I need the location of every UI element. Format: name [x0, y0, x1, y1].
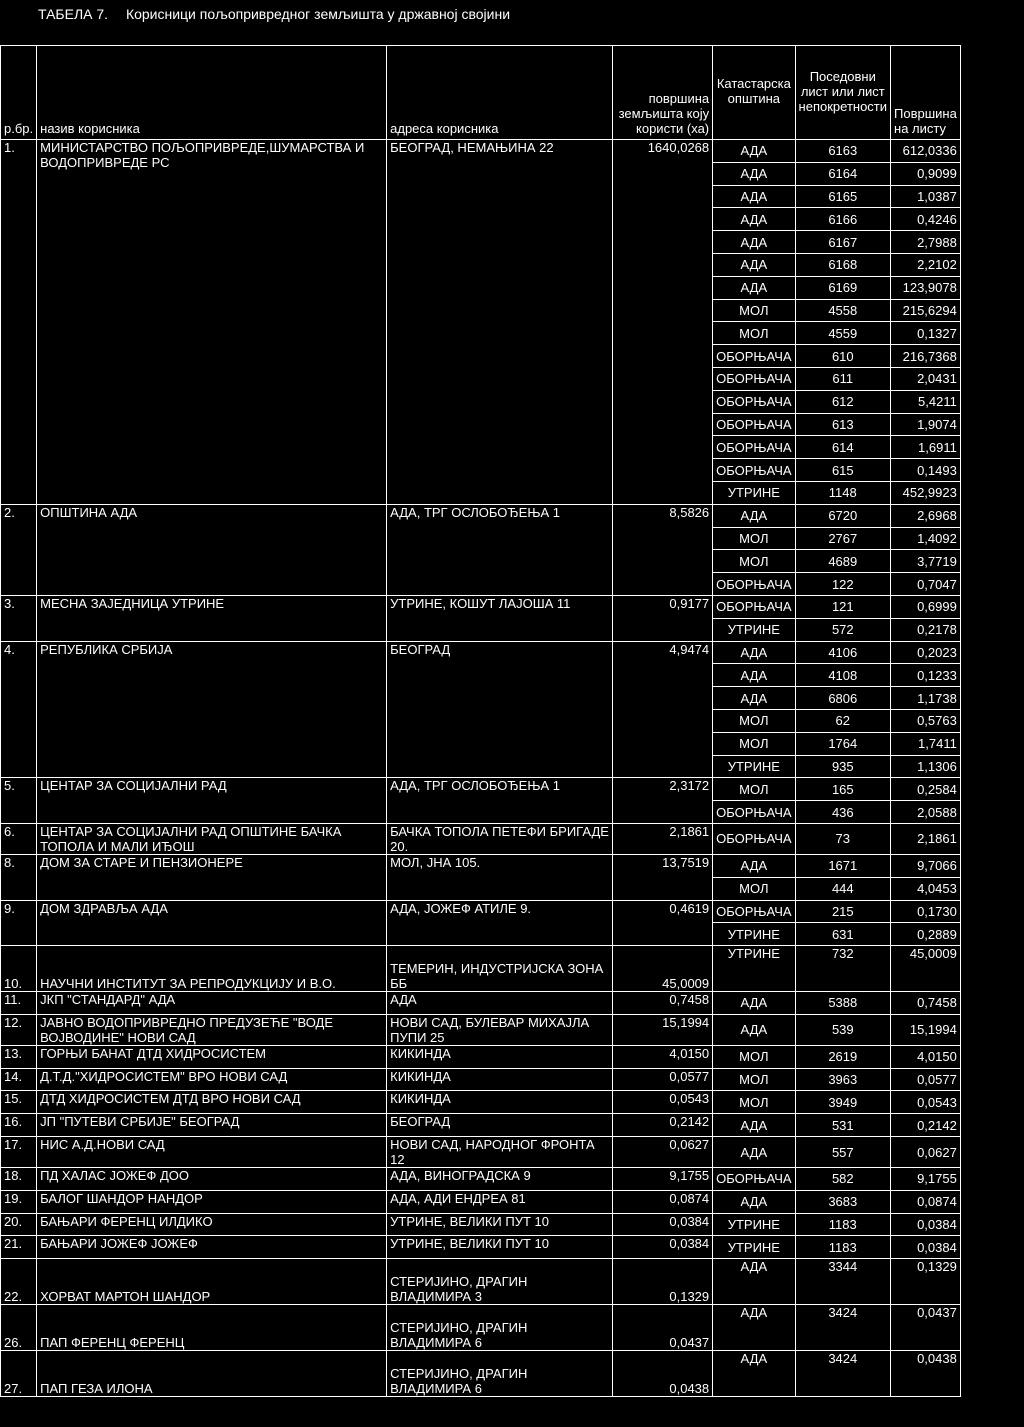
total-area: 2,3172 [613, 778, 713, 824]
parcel-area: 0,0384 [891, 1213, 961, 1236]
parcel-number: 1148 [795, 481, 890, 504]
table-row [1, 1137, 961, 1168]
parcel-area: 3,7719 [891, 550, 961, 573]
parcel-area: 0,0874 [891, 1190, 961, 1213]
municipality: МОЛ [713, 1045, 795, 1068]
parcel-area: 0,0384 [891, 1236, 961, 1259]
parcel-number: 557 [795, 1137, 890, 1168]
parcel-number: 6167 [795, 231, 890, 254]
municipality: МОЛ [713, 877, 795, 900]
parcel-area: 452,9923 [891, 481, 961, 504]
total-area: 0,0437 [613, 1305, 713, 1351]
row-number: 12. [1, 1014, 37, 1045]
parcel-area: 0,9099 [891, 162, 961, 185]
user-address: УТРИНЕ, ВЕЛИКИ ПУТ 10 [387, 1236, 613, 1259]
municipality: АДА [713, 1351, 795, 1397]
municipality: АДА [713, 641, 795, 664]
parcel-number: 615 [795, 459, 890, 482]
parcel-area: 2,1861 [891, 823, 961, 854]
municipality: ОБОРЊАЧА [713, 823, 795, 854]
user-name: БАЊАРИ ФЕРЕНЦ ИЛДИКО [37, 1213, 387, 1236]
header-row [1, 46, 961, 140]
row-number: 17. [1, 1137, 37, 1168]
user-address: СТЕРИЈИНО, ДРАГИН ВЛАДИМИРА 6 [387, 1351, 613, 1397]
parcel-area: 4,0453 [891, 877, 961, 900]
table-row [1, 1213, 961, 1236]
municipality: АДА [713, 162, 795, 185]
municipality: УТРИНЕ [713, 755, 795, 778]
user-name: ПАП ГЕЗА ИЛОНА [37, 1351, 387, 1397]
total-area: 9,1755 [613, 1168, 713, 1191]
parcel-area: 0,1233 [891, 664, 961, 687]
row-number: 20. [1, 1213, 37, 1236]
municipality: ОБОРЊАЧА [713, 595, 795, 618]
municipality: УТРИНЕ [713, 946, 795, 992]
parcel-area: 4,0150 [891, 1045, 961, 1068]
row-number: 5. [1, 778, 37, 824]
parcel-area: 0,2889 [891, 923, 961, 946]
parcel-number: 935 [795, 755, 890, 778]
municipality: МОЛ [713, 778, 795, 801]
municipality: АДА [713, 1137, 795, 1168]
parcel-number: 611 [795, 367, 890, 390]
total-area: 0,4619 [613, 900, 713, 946]
parcel-number: 215 [795, 900, 890, 923]
parcel-area: 0,7458 [891, 992, 961, 1015]
table-row [1, 946, 961, 992]
user-name: ГОРЊИ БАНАТ ДТД ХИДРОСИСТЕМ [37, 1045, 387, 1068]
parcel-area: 0,1327 [891, 322, 961, 345]
total-area: 4,0150 [613, 1045, 713, 1068]
users-table [0, 45, 961, 1397]
municipality: ОБОРЊАЧА [713, 900, 795, 923]
parcel-area: 15,1994 [891, 1014, 961, 1045]
municipality: ОБОРЊАЧА [713, 436, 795, 459]
row-number: 15. [1, 1091, 37, 1114]
municipality: АДА [713, 1305, 795, 1351]
table-row [1, 1045, 961, 1068]
parcel-area: 9,1755 [891, 1168, 961, 1191]
municipality: АДА [713, 664, 795, 687]
row-number: 18. [1, 1168, 37, 1191]
table-row [1, 778, 961, 801]
user-name: ДТД ХИДРОСИСТЕМ ДТД ВРО НОВИ САД [37, 1091, 387, 1114]
parcel-number: 539 [795, 1014, 890, 1045]
municipality: ОБОРЊАЧА [713, 1168, 795, 1191]
municipality: УТРИНЕ [713, 923, 795, 946]
total-area: 0,1329 [613, 1259, 713, 1305]
user-name: МИНИСТАРСТВО ПОЉОПРИВРЕДЕ,ШУМАРСТВА И ВОДОПРИВРЕДЕ РС [37, 140, 387, 505]
municipality: МОЛ [713, 709, 795, 732]
parcel-area: 612,0336 [891, 140, 961, 163]
parcel-number: 165 [795, 778, 890, 801]
row-number: 3. [1, 595, 37, 641]
table-row [1, 992, 961, 1015]
user-name: РЕПУБЛИКА СРБИЈА [37, 641, 387, 778]
parcel-number: 3963 [795, 1068, 890, 1091]
parcel-number: 6720 [795, 504, 890, 527]
row-number: 11. [1, 992, 37, 1015]
row-number: 9. [1, 900, 37, 946]
parcel-number: 4108 [795, 664, 890, 687]
user-address: АДА, ТРГ ОСЛОБОЂЕЊА 1 [387, 778, 613, 824]
row-number: 8. [1, 854, 37, 900]
parcel-area: 1,1738 [891, 687, 961, 710]
parcel-area: 0,6999 [891, 595, 961, 618]
row-number: 27. [1, 1351, 37, 1397]
table-row [1, 1091, 961, 1114]
parcel-area: 1,0387 [891, 185, 961, 208]
total-area: 0,0627 [613, 1137, 713, 1168]
row-number: 13. [1, 1045, 37, 1068]
municipality: ОБОРЊАЧА [713, 367, 795, 390]
parcel-number: 612 [795, 390, 890, 413]
user-address: НОВИ САД, НАРОДНОГ ФРОНТА 12 [387, 1137, 613, 1168]
parcel-area: 2,0588 [891, 801, 961, 824]
parcel-number: 6165 [795, 185, 890, 208]
parcel-area: 0,7047 [891, 573, 961, 596]
parcel-number: 1183 [795, 1236, 890, 1259]
municipality: АДА [713, 992, 795, 1015]
user-name: ЈКП "СТАНДАРД" АДА [37, 992, 387, 1015]
page-title [38, 6, 524, 22]
parcel-area: 1,9074 [891, 413, 961, 436]
parcel-number: 1183 [795, 1213, 890, 1236]
user-address: МОЛ, ЈНА 105. [387, 854, 613, 900]
municipality: АДА [713, 854, 795, 877]
user-address: НОВИ САД, БУЛЕВАР МИХАЈЛА ПУПИ 25 [387, 1014, 613, 1045]
municipality: ОБОРЊАЧА [713, 390, 795, 413]
user-address: АДА, АДИ ЕНДРЕА 81 [387, 1190, 613, 1213]
parcel-number: 436 [795, 801, 890, 824]
total-area: 4,9474 [613, 641, 713, 778]
municipality: УТРИНЕ [713, 1236, 795, 1259]
parcel-number: 2767 [795, 527, 890, 550]
parcel-area: 0,1493 [891, 459, 961, 482]
user-name: ОПШТИНА АДА [37, 504, 387, 595]
parcel-area: 0,1730 [891, 900, 961, 923]
table-row [1, 1305, 961, 1351]
header-address: адреса корисника [387, 46, 613, 140]
parcel-area: 2,6968 [891, 504, 961, 527]
user-address: БЕОГРАД, НЕМАЊИНА 22 [387, 140, 613, 505]
municipality: ОБОРЊАЧА [713, 459, 795, 482]
row-number: 10. [1, 946, 37, 992]
row-number: 26. [1, 1305, 37, 1351]
user-name: БАЊАРИ ЈОЖЕФ ЈОЖЕФ [37, 1236, 387, 1259]
table-label: ТАБЕЛА 7. [38, 6, 109, 22]
user-name: НИС А.Д.НОВИ САД [37, 1137, 387, 1168]
user-address: КИКИНДА [387, 1091, 613, 1114]
total-area: 0,0543 [613, 1091, 713, 1114]
parcel-area: 0,4246 [891, 208, 961, 231]
header-area: површина земљишта коју користи (ха) [613, 46, 713, 140]
parcel-area: 2,2102 [891, 253, 961, 276]
total-area: 0,7458 [613, 992, 713, 1015]
user-name: БАЛОГ ШАНДОР НАНДОР [37, 1190, 387, 1213]
municipality: МОЛ [713, 322, 795, 345]
parcel-number: 4558 [795, 299, 890, 322]
row-number: 4. [1, 641, 37, 778]
table-body [1, 140, 961, 1397]
user-address: АДА, ЈОЖЕФ АТИЛЕ 9. [387, 900, 613, 946]
table-row [1, 641, 961, 664]
parcel-number: 610 [795, 345, 890, 368]
total-area: 2,1861 [613, 823, 713, 854]
total-area: 1640,0268 [613, 140, 713, 505]
total-area: 0,0874 [613, 1190, 713, 1213]
header-parcel: Поседовни лист или лист непокретности [795, 46, 890, 140]
user-address: АДА, ВИНОГРАДСКА 9 [387, 1168, 613, 1191]
parcel-number: 5388 [795, 992, 890, 1015]
municipality: АДА [713, 140, 795, 163]
row-number: 21. [1, 1236, 37, 1259]
municipality: АДА [713, 504, 795, 527]
municipality: УТРИНЕ [713, 1213, 795, 1236]
total-area: 0,0384 [613, 1213, 713, 1236]
parcel-number: 614 [795, 436, 890, 459]
table-row [1, 900, 961, 923]
header-name: назив корисника [37, 46, 387, 140]
municipality: ОБОРЊАЧА [713, 801, 795, 824]
user-address: АДА [387, 992, 613, 1015]
total-area: 45,0009 [613, 946, 713, 992]
user-address: УТРИНЕ, ВЕЛИКИ ПУТ 10 [387, 1213, 613, 1236]
user-address: СТЕРИЈИНО, ДРАГИН ВЛАДИМИРА 6 [387, 1305, 613, 1351]
user-address: СТЕРИЈИНО, ДРАГИН ВЛАДИМИРА 3 [387, 1259, 613, 1305]
parcel-area: 0,2142 [891, 1114, 961, 1137]
user-name: ХОРВАТ МАРТОН ШАНДОР [37, 1259, 387, 1305]
parcel-number: 3949 [795, 1091, 890, 1114]
user-address: КИКИНДА [387, 1068, 613, 1091]
parcel-area: 1,6911 [891, 436, 961, 459]
parcel-area: 0,5763 [891, 709, 961, 732]
table-row [1, 504, 961, 527]
municipality: МОЛ [713, 299, 795, 322]
municipality: ОБОРЊАЧА [713, 345, 795, 368]
table-row [1, 1351, 961, 1397]
parcel-number: 6806 [795, 687, 890, 710]
parcel-area: 2,0431 [891, 367, 961, 390]
parcel-number: 121 [795, 595, 890, 618]
table-row [1, 1114, 961, 1137]
parcel-number: 3424 [795, 1351, 890, 1397]
total-area: 0,0384 [613, 1236, 713, 1259]
row-number: 6. [1, 823, 37, 854]
municipality: АДА [713, 253, 795, 276]
municipality: УТРИНЕ [713, 481, 795, 504]
user-address: БЕОГРАД [387, 641, 613, 778]
user-name: Д.Т.Д."ХИДРОСИСТЕМ" ВРО НОВИ САД [37, 1068, 387, 1091]
user-address: ТЕМЕРИН, ИНДУСТРИЈСКА ЗОНА ББ [387, 946, 613, 992]
table-title: Корисници пољопривредног земљишта у државној својини [125, 6, 511, 22]
parcel-number: 6163 [795, 140, 890, 163]
row-number: 1. [1, 140, 37, 505]
parcel-number: 631 [795, 923, 890, 946]
parcel-area: 2,7988 [891, 231, 961, 254]
parcel-area: 0,0627 [891, 1137, 961, 1168]
parcel-number: 6166 [795, 208, 890, 231]
row-number: 2. [1, 504, 37, 595]
parcel-number: 122 [795, 573, 890, 596]
municipality: АДА [713, 1014, 795, 1045]
parcel-area: 123,9078 [891, 276, 961, 299]
user-name: ЦЕНТАР ЗА СОЦИЈАЛНИ РАД ОПШТИНЕ БАЧКА ТОПОЛА И МАЛИ ИЂОШ [37, 823, 387, 854]
total-area: 0,0438 [613, 1351, 713, 1397]
parcel-area: 0,1329 [891, 1259, 961, 1305]
parcel-number: 2619 [795, 1045, 890, 1068]
user-name: ПД ХАЛАС ЈОЖЕФ ДОО [37, 1168, 387, 1191]
parcel-number: 613 [795, 413, 890, 436]
total-area: 8,5826 [613, 504, 713, 595]
parcel-area: 0,0438 [891, 1351, 961, 1397]
row-number: 16. [1, 1114, 37, 1137]
total-area: 15,1994 [613, 1014, 713, 1045]
total-area: 0,2142 [613, 1114, 713, 1137]
municipality: МОЛ [713, 527, 795, 550]
user-address: БЕОГРАД [387, 1114, 613, 1137]
parcel-area: 45,0009 [891, 946, 961, 992]
municipality: МОЛ [713, 1068, 795, 1091]
table-row [1, 823, 961, 854]
total-area: 0,9177 [613, 595, 713, 641]
parcel-number: 6164 [795, 162, 890, 185]
header-municipality: Катастарска општина [713, 46, 795, 140]
municipality: АДА [713, 276, 795, 299]
parcel-area: 0,2178 [891, 618, 961, 641]
parcel-area: 1,1306 [891, 755, 961, 778]
municipality: МОЛ [713, 550, 795, 573]
municipality: УТРИНЕ [713, 618, 795, 641]
parcel-number: 4559 [795, 322, 890, 345]
parcel-number: 582 [795, 1168, 890, 1191]
municipality: МОЛ [713, 732, 795, 755]
parcel-number: 1764 [795, 732, 890, 755]
table-row [1, 1236, 961, 1259]
municipality: АДА [713, 687, 795, 710]
parcel-number: 6169 [795, 276, 890, 299]
parcel-number: 4106 [795, 641, 890, 664]
user-name: ПАП ФЕРЕНЦ ФЕРЕНЦ [37, 1305, 387, 1351]
municipality: АДА [713, 1114, 795, 1137]
row-number: 22. [1, 1259, 37, 1305]
parcel-number: 732 [795, 946, 890, 992]
parcel-area: 0,0543 [891, 1091, 961, 1114]
user-name: ЈАВНО ВОДОПРИВРЕДНО ПРЕДУЗЕЋЕ "ВОДЕ ВОЈВОДИНЕ" НОВИ САД [37, 1014, 387, 1045]
parcel-number: 531 [795, 1114, 890, 1137]
parcel-area: 0,2023 [891, 641, 961, 664]
parcel-number: 4689 [795, 550, 890, 573]
municipality: МОЛ [713, 1091, 795, 1114]
parcel-number: 3424 [795, 1305, 890, 1351]
municipality: АДА [713, 231, 795, 254]
total-area: 13,7519 [613, 854, 713, 900]
parcel-number: 572 [795, 618, 890, 641]
parcel-area: 215,6294 [891, 299, 961, 322]
user-address: УТРИНЕ, КОШУТ ЛАЈОША 11 [387, 595, 613, 641]
parcel-area: 1,4092 [891, 527, 961, 550]
parcel-number: 6168 [795, 253, 890, 276]
user-name: МЕСНА ЗАЈЕДНИЦА УТРИНЕ [37, 595, 387, 641]
user-name: ЦЕНТАР ЗА СОЦИЈАЛНИ РАД [37, 778, 387, 824]
user-name: НАУЧНИ ИНСТИТУТ ЗА РЕПРОДУКЦИЈУ И В.О. [37, 946, 387, 992]
table-row [1, 140, 961, 163]
user-address: АДА, ТРГ ОСЛОБОЂЕЊА 1 [387, 504, 613, 595]
table-row [1, 595, 961, 618]
row-number: 19. [1, 1190, 37, 1213]
user-name: ДОМ ЗА СТАРЕ И ПЕНЗИОНЕРЕ [37, 854, 387, 900]
parcel-number: 1671 [795, 854, 890, 877]
municipality: АДА [713, 185, 795, 208]
row-number: 14. [1, 1068, 37, 1091]
header-rbr: р.бр. [1, 46, 37, 140]
table-row [1, 1259, 961, 1305]
table-row [1, 1190, 961, 1213]
municipality: АДА [713, 1259, 795, 1305]
parcel-area: 0,0437 [891, 1305, 961, 1351]
parcel-area: 1,7411 [891, 732, 961, 755]
table-row [1, 1168, 961, 1191]
parcel-area: 9,7066 [891, 854, 961, 877]
parcel-number: 444 [795, 877, 890, 900]
parcel-number: 3344 [795, 1259, 890, 1305]
header-parcel-area: Површина на листу [891, 46, 961, 140]
parcel-number: 3683 [795, 1190, 890, 1213]
parcel-area: 0,0577 [891, 1068, 961, 1091]
table-row [1, 1014, 961, 1045]
total-area: 0,0577 [613, 1068, 713, 1091]
parcel-number: 73 [795, 823, 890, 854]
parcel-area: 216,7368 [891, 345, 961, 368]
user-name: ЈП "ПУТЕВИ СРБИЈЕ" БЕОГРАД [37, 1114, 387, 1137]
parcel-area: 0,2584 [891, 778, 961, 801]
parcel-number: 62 [795, 709, 890, 732]
municipality: АДА [713, 1190, 795, 1213]
parcel-area: 5,4211 [891, 390, 961, 413]
table-row [1, 854, 961, 877]
municipality: ОБОРЊАЧА [713, 573, 795, 596]
municipality: ОБОРЊАЧА [713, 413, 795, 436]
municipality: АДА [713, 208, 795, 231]
table-row [1, 1068, 961, 1091]
user-address: КИКИНДА [387, 1045, 613, 1068]
user-address: БАЧКА ТОПОЛА ПЕТЕФИ БРИГАДЕ 20. [387, 823, 613, 854]
user-name: ДОМ ЗДРАВЉА АДА [37, 900, 387, 946]
